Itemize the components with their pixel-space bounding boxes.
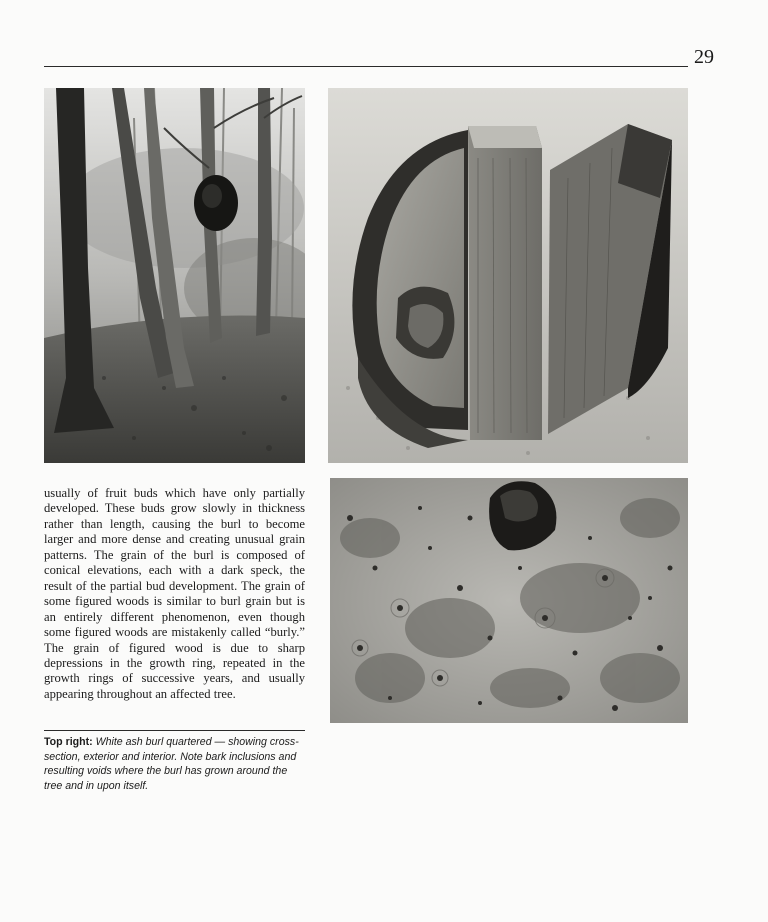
page-number: 29 [694, 46, 714, 68]
header-rule [44, 66, 688, 67]
photo-trees-with-burl [44, 88, 305, 463]
caption-label: Top right: [44, 736, 93, 748]
photo-white-ash-burl-quartered [328, 88, 688, 463]
caption-text: White ash burl quartered — showing cross-section, exterior and interior. Note bark inclusions and resulting voids where the burl has grown around the tree and in upon itself. [44, 736, 299, 792]
photo-caption [44, 735, 305, 793]
caption-rule [44, 730, 305, 731]
body-text: usually of fruit buds which have only partially developed. These buds grow slowly in thickness rather than length, causing the burl to become larger and more dense and creating unusual grain patterns. The grain of the burl is composed of conical elevations, each with a dark speck, the result of the partial bud development. The grain of some figured woods is similar to burl grain but is an entirely different phenomenon, even though some figured woods are mistakenly called “burly.” The grain of figured wood is due to sharp depressions in the growth ring, repeated in the growth rings of successive years, and usually appearing throughout an affected tree. [44, 486, 305, 701]
photo-burl-grain-closeup [330, 478, 688, 723]
